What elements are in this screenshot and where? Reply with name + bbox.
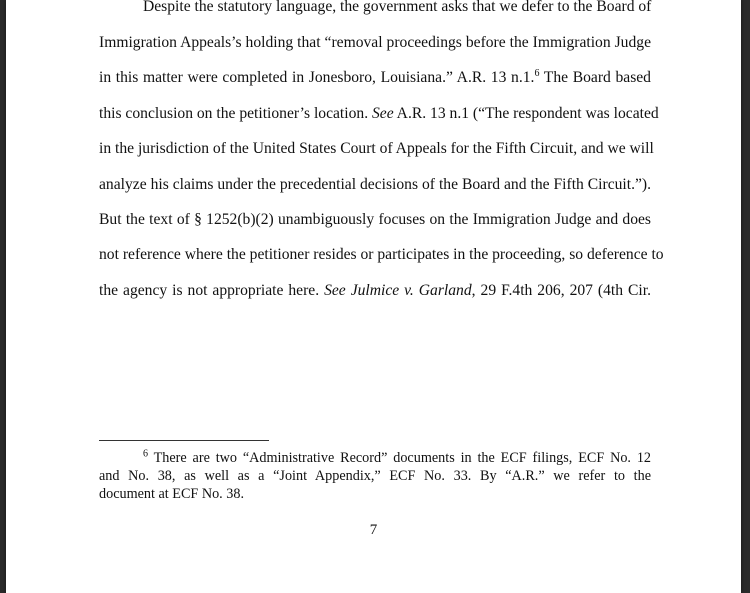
body-line: Despite the statutory language, the government asks that we defer to the Board of	[143, 0, 652, 15]
body-line: in the jurisdiction of the United States Court of Appeals for the Fifth Circuit, and we will	[99, 140, 654, 157]
body-text-segment: A.R. 13 n.1 (“The respondent was located	[393, 105, 659, 122]
body-text-segment: in this matter were completed in Jonesboro, Louisiana.” A.R. 13 n.1.	[99, 69, 535, 86]
body-text-segment: , 29 F.4th 206, 207 (4th Cir.	[471, 282, 651, 299]
body-text-segment: The Board based	[539, 69, 651, 86]
body-text-segment: the agency is not appropriate here.	[99, 282, 325, 299]
body-line	[99, 281, 651, 301]
body-line: Immigration Appeals’s holding that “removal proceedings before the Immigration Judge	[99, 34, 651, 51]
footnote-line	[143, 449, 651, 467]
body-line	[99, 104, 659, 124]
footnote-line: document at ECF No. 38.	[99, 486, 245, 502]
body-line: not reference where the petitioner resides or participates in the proceeding, so deference to	[99, 246, 664, 263]
footnote-reference: 6	[534, 67, 540, 79]
footnote-text: There are two “Administrative Record” documents in the ECF filings, ECF No. 12	[153, 450, 652, 466]
body-text-segment: this conclusion on the petitioner’s location.	[99, 105, 372, 122]
body-line	[99, 68, 651, 88]
citation-signal: See	[372, 105, 394, 122]
body-line: But the text of § 1252(b)(2) unambiguously focuses on the Immigration Judge and does	[99, 211, 651, 228]
page-number: 7	[369, 522, 378, 538]
footnote-line: and No. 38, as well as a “Joint Appendix,” ECF No. 33. By “A.R.” we refer to the	[99, 468, 651, 484]
case-citation: See Julmice v. Garland	[324, 282, 472, 299]
footnote-marker: 6	[143, 448, 148, 460]
document-page	[6, 0, 741, 593]
footnote-divider	[99, 440, 269, 441]
body-line: analyze his claims under the precedential decisions of the Board and the Fifth Circuit.”).	[99, 176, 651, 193]
